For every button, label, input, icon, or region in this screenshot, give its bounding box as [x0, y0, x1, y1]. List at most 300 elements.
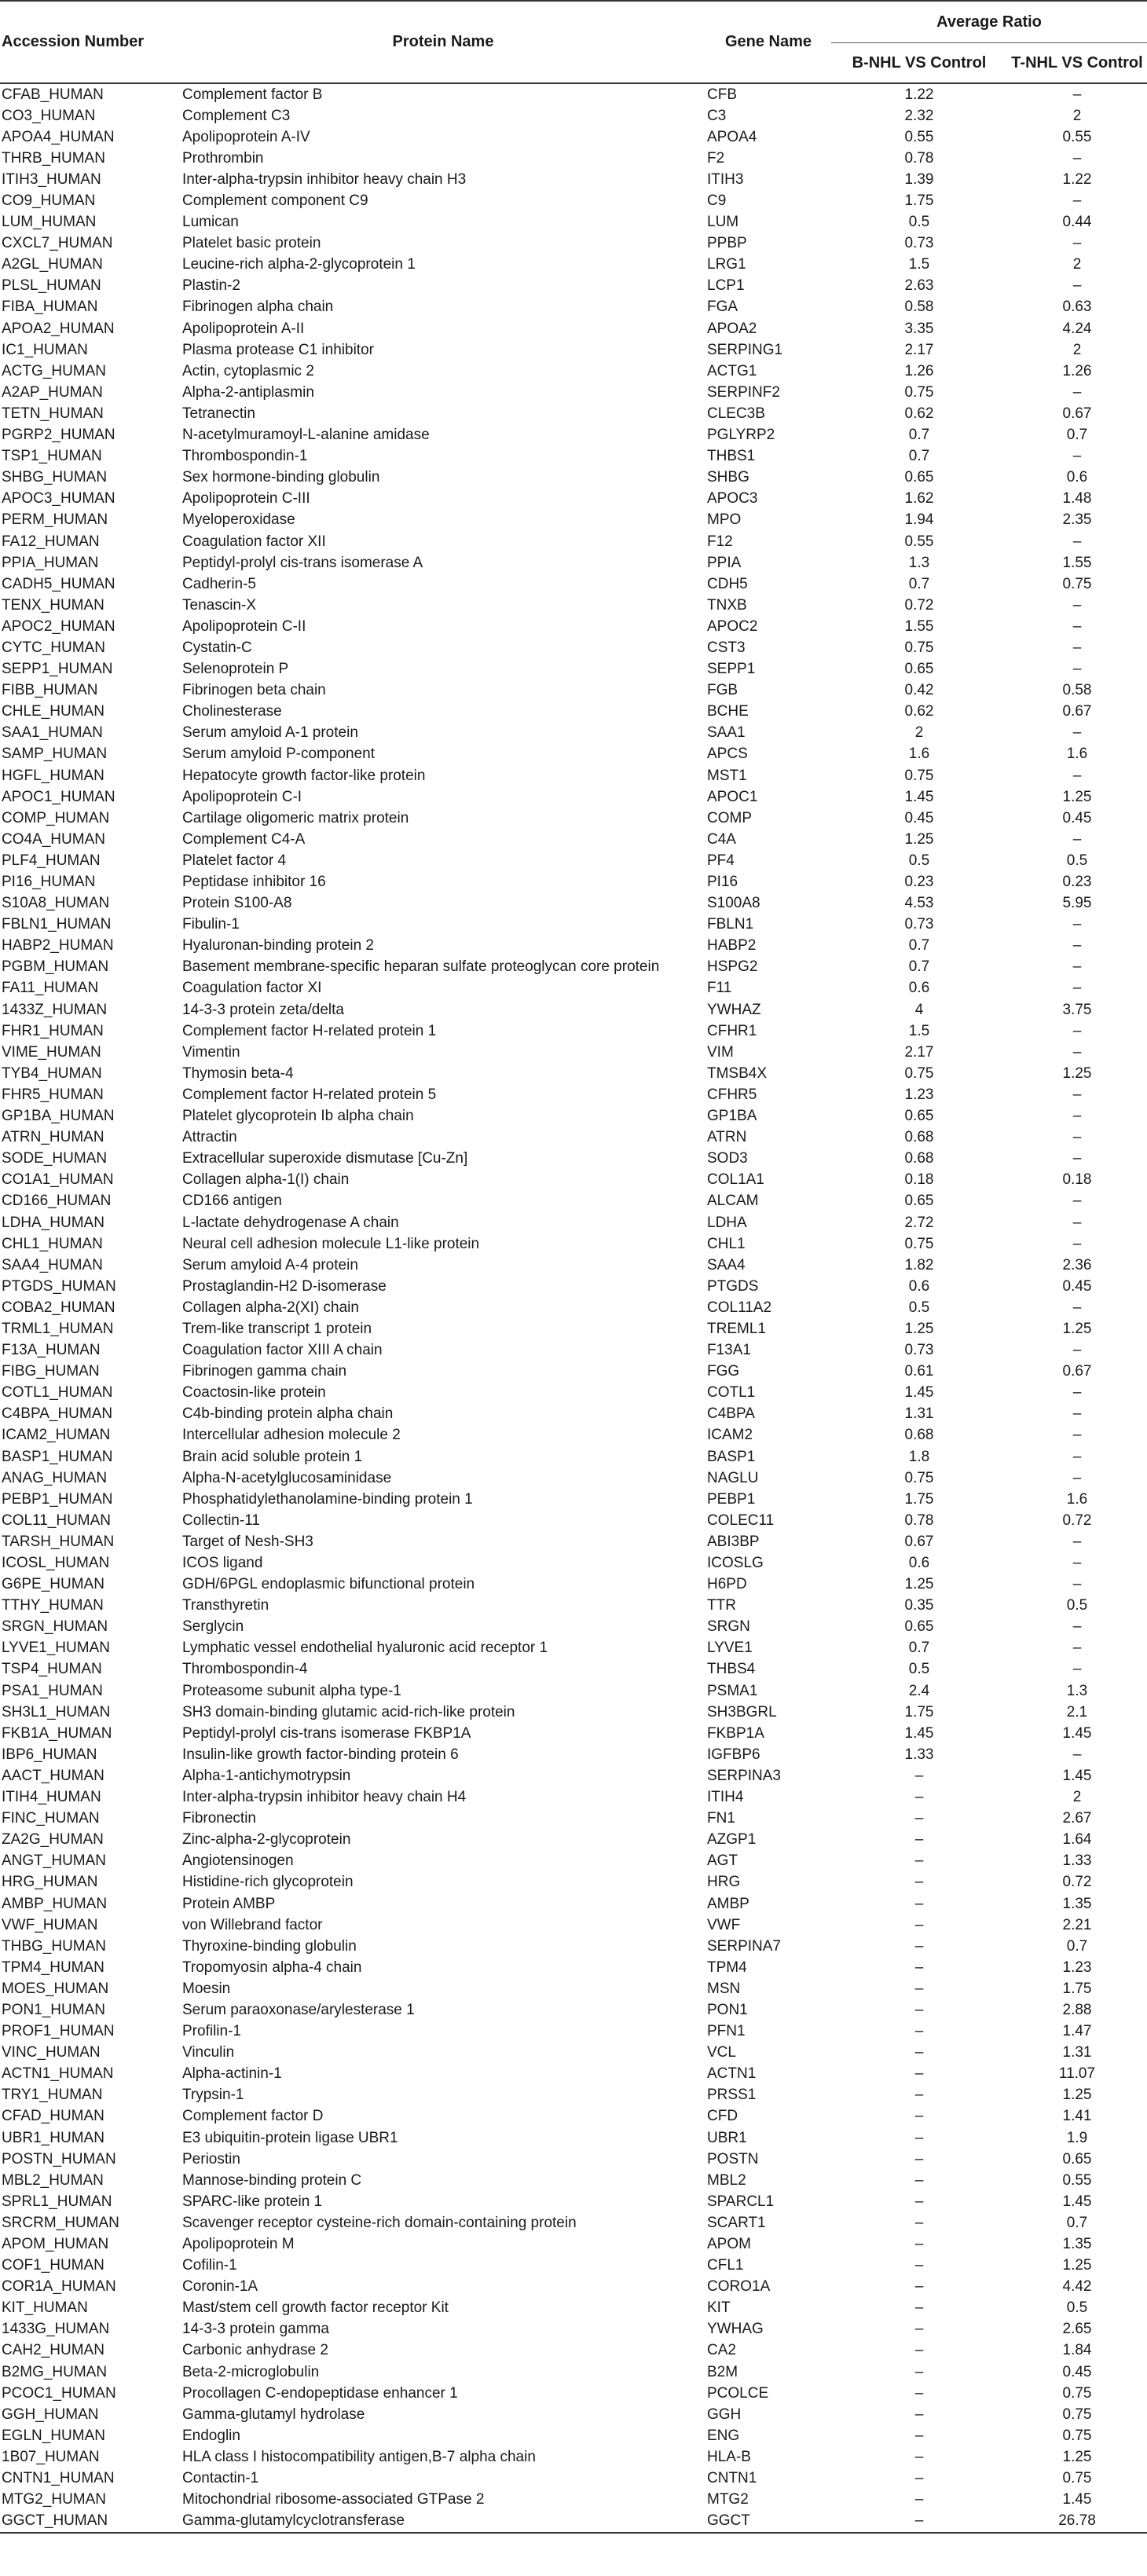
header-accession: Accession Number: [2, 33, 145, 50]
table-row: [0, 914, 1147, 936]
gene-name-cell: PEBP1: [707, 1490, 756, 1508]
table-row: [0, 1552, 1147, 1574]
table-row: [0, 2298, 1147, 2319]
accession-cell: CO4A_HUMAN: [2, 830, 105, 848]
gene-name-cell: COL11A2: [707, 1299, 772, 1316]
tnhl-ratio-cell: 1.45: [1062, 1724, 1092, 1742]
accession-cell: FIBB_HUMAN: [2, 682, 98, 699]
tnhl-ratio-cell: 2.21: [1062, 1916, 1092, 1933]
bnhl-ratio-cell: 1.25: [904, 1320, 934, 1337]
gene-name-cell: ICOSLG: [707, 1555, 764, 1572]
table-row: [0, 723, 1147, 744]
accession-cell: TARSH_HUMAN: [2, 1533, 115, 1550]
accession-cell: CO3_HUMAN: [2, 107, 96, 124]
bnhl-ratio-cell: –: [914, 1874, 924, 1891]
table-body: [0, 83, 1147, 2533]
tnhl-ratio-cell: 1.25: [1062, 2448, 1092, 2465]
gene-name-cell: FN1: [707, 1810, 735, 1827]
accession-cell: SAA4_HUMAN: [2, 1256, 103, 1273]
protein-name-cell: Thrombospondin-1: [182, 448, 308, 465]
gene-name-cell: BCHE: [707, 703, 749, 720]
gene-name-cell: ENG: [707, 2427, 740, 2444]
bnhl-ratio-cell: 0.65: [904, 661, 934, 678]
bnhl-ratio-cell: –: [914, 2257, 924, 2274]
gene-name-cell: ITIH3: [707, 170, 744, 188]
table-row: [0, 978, 1147, 999]
table-row: [0, 1297, 1147, 1318]
gene-name-cell: CFHR5: [707, 1086, 757, 1103]
gene-name-cell: F11: [707, 980, 732, 997]
table-row: [0, 2511, 1147, 2533]
gene-name-cell: VIM: [707, 1043, 734, 1061]
accession-cell: SAA1_HUMAN: [2, 724, 103, 742]
table-row: [0, 829, 1147, 850]
protein-name-cell: Alpha-N-acetylglucosaminidase: [182, 1469, 392, 1486]
bnhl-ratio-cell: 0.7: [908, 427, 930, 444]
table-row: [0, 1383, 1147, 1404]
gene-name-cell: C4A: [707, 830, 736, 848]
protein-name-cell: Contactin-1: [182, 2470, 259, 2487]
tnhl-ratio-cell: 0.5: [1066, 2299, 1088, 2317]
gene-name-cell: APOC2: [707, 617, 758, 635]
header-bnhl: B-NHL VS Control: [852, 53, 987, 71]
protein-name-cell: Cadherin-5: [182, 575, 256, 592]
tnhl-ratio-cell: –: [1072, 1618, 1082, 1636]
table-row: [0, 1787, 1147, 1808]
accession-cell: ITIH3_HUMAN: [2, 170, 101, 188]
protein-name-cell: Mitochondrial ribosome-associated GTPase 2: [182, 2491, 485, 2508]
accession-cell: VINC_HUMAN: [2, 2044, 101, 2061]
accession-cell: ATRN_HUMAN: [2, 1129, 104, 1146]
gene-name-cell: SRGN: [707, 1618, 750, 1636]
protein-name-cell: C4b-binding protein alpha chain: [182, 1405, 394, 1423]
accession-cell: FIBG_HUMAN: [2, 1363, 100, 1380]
accession-cell: CADH5_HUMAN: [2, 575, 115, 592]
accession-cell: CXCL7_HUMAN: [2, 235, 113, 252]
tnhl-ratio-cell: 2: [1072, 107, 1082, 124]
accession-cell: TRML1_HUMAN: [2, 1320, 114, 1337]
gene-name-cell: TMSB4X: [707, 1064, 768, 1082]
gene-name-cell: SERPING1: [707, 341, 783, 358]
bnhl-ratio-cell: 0.5: [908, 1299, 930, 1316]
bnhl-ratio-cell: –: [914, 2129, 924, 2146]
table-row: [0, 1851, 1147, 1872]
accession-cell: COBA2_HUMAN: [2, 1299, 115, 1316]
tnhl-ratio-cell: 0.75: [1062, 2406, 1092, 2423]
protein-name-cell: Leucine-rich alpha-2-glycoprotein 1: [182, 256, 416, 273]
accession-cell: HRG_HUMAN: [2, 1874, 98, 1891]
bnhl-ratio-cell: –: [914, 2448, 924, 2465]
gene-name-cell: CST3: [707, 639, 746, 656]
table-row: [0, 1042, 1147, 1063]
table-row: [0, 1106, 1147, 1127]
gene-name-cell: C9: [707, 192, 727, 210]
accession-cell: APOC1_HUMAN: [2, 788, 115, 805]
protein-name-cell: Thrombospondin-4: [182, 1661, 308, 1678]
accession-cell: G6PE_HUMAN: [2, 1576, 104, 1593]
protein-name-cell: Protein AMBP: [182, 1895, 276, 1912]
tnhl-ratio-cell: 1.55: [1062, 554, 1092, 571]
table-row: [0, 1212, 1147, 1233]
tnhl-ratio-cell: 0.7: [1066, 427, 1088, 444]
protein-name-cell: Alpha-1-antichymotrypsin: [182, 1767, 351, 1784]
bnhl-ratio-cell: –: [914, 2214, 924, 2231]
protein-name-cell: Serum paraoxonase/arylesterase 1: [182, 2001, 415, 2018]
table-row: [0, 2362, 1147, 2383]
protein-name-cell: Brain acid soluble protein 1: [182, 1448, 363, 1465]
tnhl-ratio-cell: 0.67: [1062, 1363, 1092, 1380]
gene-name-cell: B2M: [707, 2363, 738, 2380]
protein-name-cell: Platelet glycoprotein Ib alpha chain: [182, 1108, 414, 1125]
protein-name-cell: Collagen alpha-1(I) chain: [182, 1171, 350, 1189]
gene-name-cell: SHBG: [707, 469, 749, 486]
bnhl-ratio-cell: –: [914, 1852, 924, 1870]
bnhl-ratio-cell: 0.45: [904, 809, 934, 826]
accession-cell: FA12_HUMAN: [2, 533, 100, 550]
tnhl-ratio-cell: 0.72: [1062, 1512, 1092, 1529]
gene-name-cell: CDH5: [707, 575, 748, 592]
gene-name-cell: H6PD: [707, 1576, 747, 1593]
protein-name-cell: N-acetylmuramoyl-L-alanine amidase: [182, 427, 430, 444]
gene-name-cell: C4BPA: [707, 1405, 755, 1423]
bnhl-ratio-cell: 0.6: [908, 980, 930, 997]
gene-name-cell: YWHAG: [707, 2321, 764, 2338]
bnhl-ratio-cell: 0.75: [904, 1235, 934, 1252]
gene-name-cell: PF4: [707, 852, 735, 869]
tnhl-ratio-cell: 1.48: [1062, 490, 1092, 508]
tnhl-ratio-cell: –: [1072, 980, 1082, 997]
tnhl-ratio-cell: 1.25: [1062, 1320, 1092, 1337]
tnhl-ratio-cell: –: [1072, 1214, 1082, 1231]
gene-name-cell: APOC3: [707, 490, 758, 508]
protein-name-cell: E3 ubiquitin-protein ligase UBR1: [182, 2129, 398, 2146]
protein-name-cell: Coagulation factor XII: [182, 533, 326, 550]
table-row: [0, 510, 1147, 531]
table-row: [0, 403, 1147, 424]
accession-cell: PI16_HUMAN: [2, 874, 96, 891]
accession-cell: PON1_HUMAN: [2, 2001, 105, 2018]
table-row: [0, 936, 1147, 957]
bnhl-ratio-cell: 0.7: [908, 575, 930, 592]
table-row: [0, 2212, 1147, 2233]
protein-name-cell: Sex hormone-binding globulin: [182, 469, 380, 486]
tnhl-ratio-cell: –: [1072, 830, 1082, 848]
bnhl-ratio-cell: 0.35: [904, 1597, 934, 1614]
gene-name-cell: SERPINF2: [707, 383, 780, 401]
gene-name-cell: NAGLU: [707, 1469, 759, 1486]
bnhl-ratio-cell: –: [914, 2001, 924, 2018]
protein-name-cell: Attractin: [182, 1129, 237, 1146]
bnhl-ratio-cell: 0.42: [904, 682, 934, 699]
tnhl-ratio-cell: –: [1072, 724, 1082, 742]
protein-name-cell: Mast/stem cell growth factor receptor Kit: [182, 2299, 449, 2317]
gene-name-cell: S100A8: [707, 895, 760, 912]
protein-name-cell: Coactosin-like protein: [182, 1384, 326, 1402]
bnhl-ratio-cell: 1.3: [908, 554, 930, 571]
accession-cell: APOA4_HUMAN: [2, 128, 115, 145]
table-row: [0, 1255, 1147, 1276]
tnhl-ratio-cell: –: [1072, 1043, 1082, 1061]
table-row: [0, 1084, 1147, 1105]
protein-name-cell: Apolipoprotein A-II: [182, 320, 305, 337]
accession-cell: ICOSL_HUMAN: [2, 1555, 110, 1572]
gene-name-cell: VCL: [707, 2044, 736, 2061]
protein-name-cell: ICOS ligand: [182, 1555, 263, 1572]
tnhl-ratio-cell: 2.67: [1062, 1810, 1092, 1827]
bnhl-ratio-cell: 2.17: [904, 341, 934, 358]
bnhl-ratio-cell: –: [914, 1810, 924, 1827]
tnhl-ratio-cell: 2.1: [1066, 1703, 1088, 1720]
protein-name-cell: Fibrinogen beta chain: [182, 682, 326, 699]
table-row: [0, 1702, 1147, 1723]
tnhl-ratio-cell: –: [1072, 383, 1082, 401]
gene-name-cell: ITIH4: [707, 1789, 744, 1806]
gene-name-cell: SERPINA3: [707, 1767, 781, 1784]
accession-cell: FHR1_HUMAN: [2, 1022, 104, 1039]
tnhl-ratio-cell: 0.45: [1062, 1277, 1092, 1295]
protein-name-cell: Platelet basic protein: [182, 235, 321, 252]
bnhl-ratio-cell: 2.32: [904, 107, 934, 124]
accession-cell: VIME_HUMAN: [2, 1043, 101, 1061]
protein-name-cell: Peptidase inhibitor 16: [182, 874, 326, 891]
accession-cell: CNTN1_HUMAN: [2, 2470, 115, 2487]
protein-name-cell: Extracellular superoxide dismutase [Cu-Zn]: [182, 1150, 468, 1167]
table-row: [0, 531, 1147, 552]
table-row: [0, 2468, 1147, 2490]
table-row: [0, 2490, 1147, 2511]
bnhl-ratio-cell: –: [914, 2406, 924, 2423]
tnhl-ratio-cell: 4.24: [1062, 320, 1092, 337]
tnhl-ratio-cell: 2.65: [1062, 2321, 1092, 2338]
tnhl-ratio-cell: 5.95: [1062, 895, 1092, 912]
table-row: [0, 361, 1147, 382]
protein-name-cell: Phosphatidylethanolamine-binding protein 1: [182, 1490, 473, 1508]
gene-name-cell: FKBP1A: [707, 1724, 764, 1742]
bnhl-ratio-cell: 0.6: [908, 1277, 930, 1295]
accession-cell: PEBP1_HUMAN: [2, 1490, 113, 1508]
bnhl-ratio-cell: 0.58: [904, 299, 934, 316]
table-row: [0, 893, 1147, 914]
accession-cell: PTGDS_HUMAN: [2, 1277, 116, 1295]
gene-name-cell: MSN: [707, 1980, 741, 1997]
gene-name-cell: SEPP1: [707, 661, 756, 678]
header-gene-name: Gene Name: [724, 33, 812, 50]
gene-name-cell: CFL1: [707, 2257, 744, 2274]
gene-name-cell: AGT: [707, 1852, 738, 1870]
protein-name-cell: Apolipoprotein C-II: [182, 617, 306, 635]
accession-cell: FIBA_HUMAN: [2, 299, 98, 316]
bnhl-ratio-cell: 0.73: [904, 916, 934, 933]
tnhl-ratio-cell: 1.9: [1066, 2129, 1088, 2146]
tnhl-ratio-cell: 2.88: [1062, 2001, 1092, 2018]
gene-name-cell: MST1: [707, 767, 747, 784]
bnhl-ratio-cell: 1.45: [904, 788, 934, 805]
accession-cell: MOES_HUMAN: [2, 1980, 109, 1997]
tnhl-ratio-cell: 2: [1072, 256, 1082, 273]
gene-name-cell: UBR1: [707, 2129, 747, 2146]
tnhl-ratio-cell: 3.75: [1062, 1001, 1092, 1018]
table-row: [0, 1765, 1147, 1786]
bnhl-ratio-cell: –: [914, 1980, 924, 1997]
tnhl-ratio-cell: 1.6: [1066, 1490, 1088, 1508]
protein-name-cell: Hyaluronan-binding protein 2: [182, 937, 374, 955]
tnhl-ratio-cell: 0.67: [1062, 703, 1092, 720]
accession-cell: FBLN1_HUMAN: [2, 916, 112, 933]
tnhl-ratio-cell: 0.6: [1066, 469, 1088, 486]
bnhl-ratio-cell: –: [914, 2171, 924, 2189]
table-row: [0, 255, 1147, 276]
table-row: [0, 1638, 1147, 1659]
protein-name-cell: Proteasome subunit alpha type-1: [182, 1682, 401, 1699]
tnhl-ratio-cell: 0.7: [1066, 2214, 1088, 2231]
tnhl-ratio-cell: –: [1072, 192, 1082, 210]
protein-name-cell: Beta-2-microglobulin: [182, 2363, 320, 2380]
protein-name-cell: SPARC-like protein 1: [182, 2193, 323, 2210]
protein-name-cell: Alpha-actinin-1: [182, 2065, 282, 2083]
table-row: [0, 382, 1147, 403]
tnhl-ratio-cell: –: [1072, 1193, 1082, 1210]
accession-cell: MTG2_HUMAN: [2, 2491, 107, 2508]
protein-name-cell: Transthyretin: [182, 1597, 269, 1614]
gene-name-cell: PI16: [707, 874, 738, 891]
bnhl-ratio-cell: 0.68: [904, 1150, 934, 1167]
gene-name-cell: HLA-B: [707, 2448, 751, 2465]
bnhl-ratio-cell: 0.72: [904, 596, 934, 614]
tnhl-ratio-cell: 0.75: [1062, 2384, 1092, 2402]
table-row: [0, 871, 1147, 892]
tnhl-ratio-cell: –: [1072, 596, 1082, 614]
bnhl-ratio-cell: 0.5: [908, 1661, 930, 1678]
tnhl-ratio-cell: 0.63: [1062, 299, 1092, 316]
tnhl-ratio-cell: 1.31: [1062, 2044, 1092, 2061]
tnhl-ratio-cell: 0.58: [1062, 682, 1092, 699]
accession-cell: 1433G_HUMAN: [2, 2321, 110, 2338]
accession-cell: SRGN_HUMAN: [2, 1618, 108, 1636]
gene-name-cell: SAA4: [707, 1256, 746, 1273]
gene-name-cell: SPARCL1: [707, 2193, 775, 2210]
table-row: [0, 126, 1147, 148]
table-row: [0, 1723, 1147, 1744]
protein-name-cell: Plastin-2: [182, 277, 240, 295]
table-row: [0, 2446, 1147, 2468]
table-row: [0, 1531, 1147, 1552]
header-protein-name: Protein Name: [392, 33, 494, 50]
table-row: [0, 1340, 1147, 1361]
table-row: [0, 1830, 1147, 1851]
bnhl-ratio-cell: 2: [914, 724, 924, 742]
tnhl-ratio-cell: 2: [1072, 1789, 1082, 1806]
accession-cell: KIT_HUMAN: [2, 2299, 88, 2317]
bnhl-ratio-cell: 0.7: [908, 958, 930, 976]
protein-name-cell: HLA class I histocompatibility antigen,B-7 alpha chain: [182, 2448, 536, 2465]
accession-cell: GGH_HUMAN: [2, 2406, 99, 2423]
protein-name-cell: Tropomyosin alpha-4 chain: [182, 1959, 362, 1976]
accession-cell: PERM_HUMAN: [2, 511, 108, 529]
table-row: [0, 1744, 1147, 1765]
bnhl-ratio-cell: –: [914, 1937, 924, 1955]
table-row: [0, 1404, 1147, 1425]
table-row: [0, 1468, 1147, 1489]
protein-name-cell: Vinculin: [182, 2044, 235, 2061]
accession-cell: ACTN1_HUMAN: [2, 2065, 114, 2083]
gene-name-cell: C3: [707, 107, 727, 124]
tnhl-ratio-cell: –: [1072, 1086, 1082, 1103]
accession-cell: ACTG_HUMAN: [2, 362, 107, 379]
protein-name-cell: Trem-like transcript 1 protein: [182, 1320, 372, 1337]
accession-cell: A2GL_HUMAN: [2, 256, 103, 273]
table-row: [0, 212, 1147, 233]
bnhl-ratio-cell: –: [914, 2193, 924, 2210]
bnhl-ratio-cell: 1.94: [904, 511, 934, 529]
accession-cell: APOA2_HUMAN: [2, 320, 115, 337]
accession-cell: UBR1_HUMAN: [2, 2129, 104, 2146]
accession-cell: ANAG_HUMAN: [2, 1469, 108, 1486]
accession-cell: MBL2_HUMAN: [2, 2171, 104, 2189]
tnhl-ratio-cell: –: [1072, 149, 1082, 167]
protein-name-cell: Peptidyl-prolyl cis-trans isomerase FKBP1A: [182, 1724, 471, 1742]
gene-name-cell: SCART1: [707, 2214, 766, 2231]
tnhl-ratio-cell: 0.7: [1066, 1937, 1088, 1955]
tnhl-ratio-cell: –: [1072, 1661, 1082, 1678]
bnhl-ratio-cell: –: [914, 2384, 924, 2402]
gene-name-cell: ACTG1: [707, 362, 757, 379]
protein-name-cell: Serglycin: [182, 1618, 244, 1636]
tnhl-ratio-cell: 1.84: [1062, 2342, 1092, 2359]
bnhl-ratio-cell: –: [914, 2491, 924, 2508]
protein-name-cell: Intercellular adhesion molecule 2: [182, 1427, 401, 1444]
accession-cell: CHLE_HUMAN: [2, 703, 104, 720]
tnhl-ratio-cell: –: [1072, 617, 1082, 635]
gene-name-cell: GP1BA: [707, 1108, 757, 1125]
table-row: [0, 1936, 1147, 1957]
accession-cell: SPRL1_HUMAN: [2, 2193, 112, 2210]
protein-name-cell: Fibrinogen gamma chain: [182, 1363, 347, 1380]
header-tnhl: T-NHL VS Control: [1011, 53, 1143, 71]
tnhl-ratio-cell: –: [1072, 958, 1082, 976]
tnhl-ratio-cell: –: [1072, 533, 1082, 550]
bnhl-ratio-cell: 4.53: [904, 895, 934, 912]
tnhl-ratio-cell: 1.47: [1062, 2023, 1092, 2040]
table-row: [0, 595, 1147, 616]
table-row: [0, 765, 1147, 786]
gene-name-cell: THBS4: [707, 1661, 756, 1678]
bnhl-ratio-cell: 1.6: [908, 746, 930, 763]
tnhl-ratio-cell: –: [1072, 767, 1082, 784]
bnhl-ratio-cell: 1.62: [904, 490, 934, 508]
table-row: [0, 1425, 1147, 1446]
tnhl-ratio-cell: 1.45: [1062, 2193, 1092, 2210]
table-row: [0, 1872, 1147, 1893]
gene-name-cell: COLEC11: [707, 1512, 775, 1529]
bnhl-ratio-cell: 0.65: [904, 1108, 934, 1125]
bnhl-ratio-cell: 0.18: [904, 1171, 934, 1189]
tnhl-ratio-cell: 1.75: [1062, 1980, 1092, 1997]
table-row: [0, 2425, 1147, 2446]
gene-name-cell: MTG2: [707, 2491, 749, 2508]
protein-name-cell: GDH/6PGL endoplasmic bifunctional protein: [182, 1576, 475, 1593]
tnhl-ratio-cell: 0.75: [1062, 575, 1092, 592]
table-row: [0, 2064, 1147, 2085]
accession-cell: 1B07_HUMAN: [2, 2448, 100, 2465]
accession-cell: APOM_HUMAN: [2, 2236, 109, 2253]
gene-name-cell: CHL1: [707, 1235, 746, 1252]
protein-name-cell: L-lactate dehydrogenase A chain: [182, 1214, 399, 1231]
protein-name-cell: Trypsin-1: [182, 2087, 244, 2104]
gene-name-cell: TPM4: [707, 1959, 747, 1976]
table-header: [0, 1, 1147, 83]
bnhl-ratio-cell: –: [914, 2342, 924, 2359]
bnhl-ratio-cell: 0.78: [904, 1512, 934, 1529]
